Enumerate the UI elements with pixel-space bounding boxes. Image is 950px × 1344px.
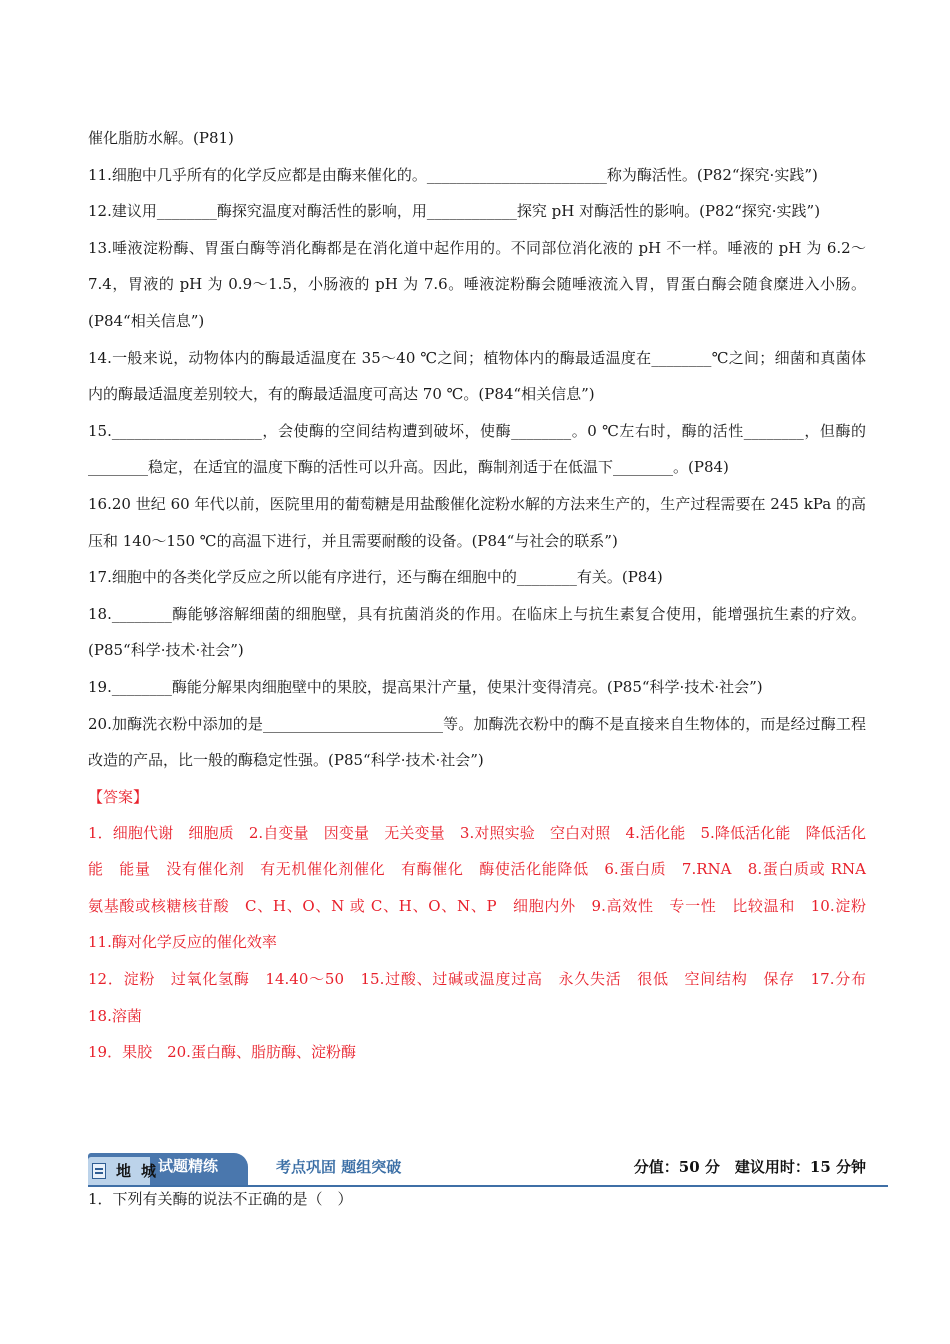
banner-label-region: 地城 xyxy=(116,1162,167,1180)
question-12: 12.建议用________酶探究温度对酶活性的影响，用____________探究 pH 对酶活性的影响。(P82“探究·实践”) xyxy=(88,202,821,221)
question-15: 15.____________________，会使酶的空间结构遭到破坏，使酶________。0 ℃左右时，酶的活性________，但酶的________稳定，在适宜的温度下酶的活性可以升高。因此，酶制剂适于在低温下________。(P84) xyxy=(88,421,866,477)
answer-block-1: 1．细胞代谢 细胞质 2.自变量 因变量 无关变量 3.对照实验 空白对照 4.活化能 5.降低活化能 降低活化能 能量 没有催化剂 有无机催化剂催化 有酶催化 酶使活化能降低 6.蛋白质 7.RNA 8.蛋白质或 RNA 氨基酸或核糖核苷酸 C、H、O、N 或 C、H、O、N、P 细胞内外 9.高效性 专一性 比较温和 10.淀粉 11.酶对化学反应的催化效率 xyxy=(88,823,882,952)
answer-heading: 【答案】 xyxy=(88,787,149,806)
document-icon xyxy=(92,1163,106,1179)
answer-block-3: 19．果胶 20.蛋白酶、脂肪酶、淀粉酶 xyxy=(88,1043,356,1062)
question-14: 14.一般来说，动物体内的酶最适温度在 35～40 ℃之间；植物体内的酶最适温度在________℃之间；细菌和真菌体内的酶最适温度差别较大，有的酶最适温度可高达 70 ℃。(P84“相关信息”) xyxy=(88,348,866,404)
banner-score-time: 分值：50 分 建议用时：15 分钟 xyxy=(633,1158,866,1176)
answer-block-2: 12．淀粉 过氧化氢酶 14.40～50 15.过酸、过碱或温度过高 永久失活 很低 空间结构 保存 17.分布 18.溶菌 xyxy=(88,970,882,1025)
document-body xyxy=(88,120,882,1071)
banner-label-exercises: 试题精练 xyxy=(158,1157,219,1175)
question-11: 11.细胞中几乎所有的化学反应都是由酶来催化的。________________________称为酶活性。(P82“探究·实践”) xyxy=(88,165,818,184)
question-18: 18.________酶能够溶解细菌的细胞壁，具有抗菌消炎的作用。在临床上与抗生素复合使用，能增强抗生素的疗效。(P85“科学·技术·社会”) xyxy=(88,604,866,660)
question-19: 19.________酶能分解果肉细胞壁中的果胶，提高果汁产量，使果汁变得清亮。(P85“科学·技术·社会”) xyxy=(88,677,763,696)
text-line-p81: 催化脂肪水解。(P81) xyxy=(88,129,234,147)
question-16: 16.20 世纪 60 年代以前，医院里用的葡萄糖是用盐酸催化淀粉水解的方法来生产的，生产过程需要在 245 kPa 的高压和 140～150 ℃的高温下进行，并且需要耐酸的设备。(P84“与社会的联系”) xyxy=(88,494,866,550)
section-banner xyxy=(88,1151,888,1187)
question-13: 13.唾液淀粉酶、胃蛋白酶等消化酶都是在消化道中起作用的。不同部位消化液的 pH 不一样。唾液的 pH 为 6.2～7.4，胃液的 pH 为 0.9～1.5，小肠液的 pH 为 7.6。唾液淀粉酶会随唾液流入胃，胃蛋白酶会随食糜进入小肠。(P84“相关信息”) xyxy=(88,238,866,330)
question-1: 1．下列有关酶的说法不正确的是（ ） xyxy=(88,1190,353,1208)
banner-subtitle: 考点巩固 题组突破 xyxy=(276,1158,402,1176)
question-17: 17.细胞中的各类化学反应之所以能有序进行，还与酶在细胞中的________有关。(P84) xyxy=(88,568,663,587)
question-20: 20.加酶洗衣粉中添加的是________________________等。加酶洗衣粉中的酶不是直接来自生物体的，而是经过酶工程改造的产品，比一般的酶稳定性强。(P85“科学·技术·社会”) xyxy=(88,714,866,770)
